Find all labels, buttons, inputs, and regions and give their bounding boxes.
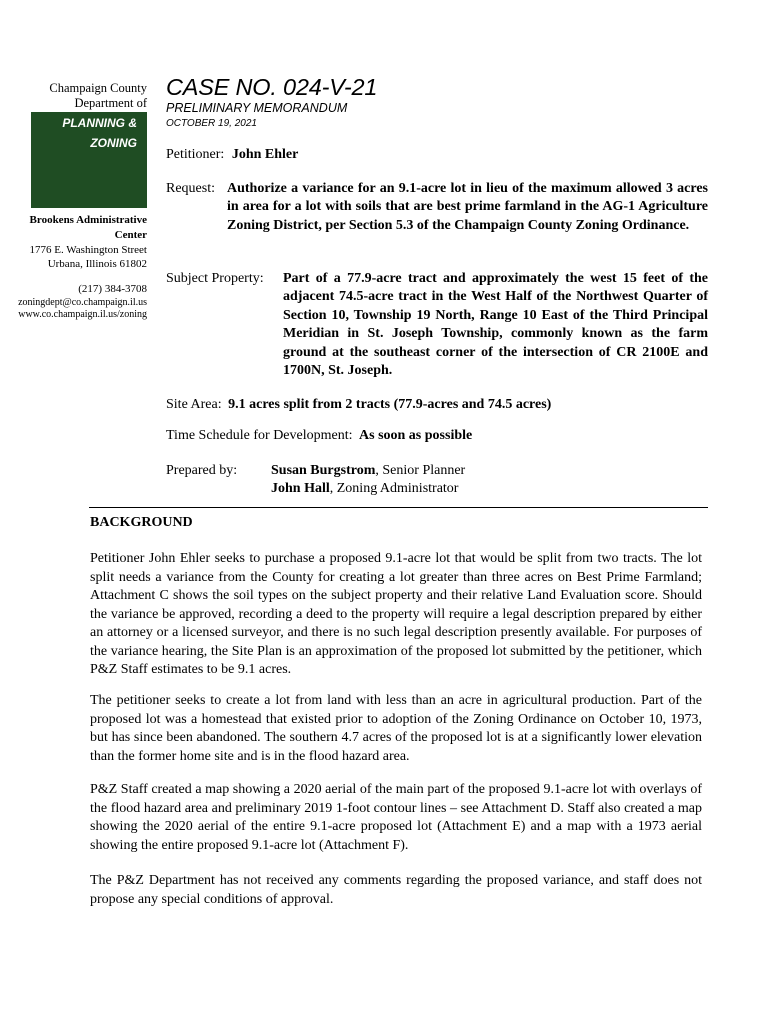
department-name-line1: Champaign County	[49, 81, 147, 95]
preparer-2	[271, 480, 458, 498]
preparer-2-name: John Hall	[271, 481, 330, 496]
department-name-line2: Department of	[74, 96, 147, 110]
time-schedule-row	[166, 427, 472, 445]
memo-type: PRELIMINARY MEMORANDUM	[166, 101, 348, 115]
time-schedule-label: Time Schedule for Development:	[166, 428, 353, 443]
background-heading: BACKGROUND	[90, 515, 193, 530]
background-paragraph-2: The petitioner seeks to create a lot from land with less than an acre in agricultural production. Part of the proposed lot was a homestead that existed prior to adoption of the Zoning Ordinance on October 10, 1973, but has since been abandoned. The southern 4.7 acres of the proposed lot is at a significantly lower elevation than the former home site and is in the flood hazard area.	[90, 693, 702, 764]
planning-zoning-logo	[31, 112, 147, 208]
address-line1: Brookens Administrative	[29, 214, 147, 226]
background-paragraph-4: The P&Z Department has not received any comments regarding the proposed variance, and staff does not propose any special conditions of approval.	[90, 873, 702, 907]
email-address[interactable]: zoningdept@co.champaign.il.us	[18, 297, 147, 308]
preparer-1	[271, 462, 465, 480]
memo-date: OCTOBER 19, 2021	[166, 118, 257, 129]
prepared-by-label: Prepared by:	[166, 463, 238, 478]
request-label: Request:	[166, 181, 215, 196]
phone-number: (217) 384-3708	[78, 283, 147, 295]
preparer-1-name: Susan Burgstrom	[271, 463, 376, 478]
petitioner-value: John Ehler	[231, 147, 299, 162]
background-paragraph-3: P&Z Staff created a map showing a 2020 aerial of the main part of the proposed 9.1-acre lot with overlays of the flood hazard area and preliminary 2019 1-foot contour lines – see Attachment D. Staff also created a map showing the 2020 aerial of the entire 9.1-acre proposed lot (Attachment E) and a map with a 1973 aerial showing the entire proposed 9.1-acre lot (Attachment F).	[90, 782, 702, 853]
case-number-title: CASE NO. 024-V-21	[166, 74, 378, 100]
logo-text-line1: PLANNING &	[62, 116, 137, 130]
address-line4: Urbana, Illinois 61802	[47, 258, 147, 270]
address-line2: Center	[114, 229, 147, 241]
site-area-label: Site Area:	[166, 397, 222, 412]
request-value: Authorize a variance for an 9.1-acre lot in lieu of the maximum allowed 3 acres in area for a lot with soils that are best prime farmland in the AG-1 Agriculture Zoning District, per Section 5.3 of the Champaign County Zoning Ordinance.	[227, 181, 708, 233]
preparer-1-title: , Senior Planner	[375, 463, 466, 478]
logo-text-line2: ZONING	[90, 136, 137, 150]
site-area-row	[166, 396, 551, 414]
website-link[interactable]: www.co.champaign.il.us/zoning	[18, 309, 147, 320]
petitioner-label: Petitioner:	[166, 147, 225, 162]
petitioner-row	[166, 146, 298, 164]
subject-property-label: Subject Property:	[166, 271, 264, 286]
preparer-2-title: , Zoning Administrator	[329, 481, 459, 496]
background-paragraph-1: Petitioner John Ehler seeks to purchase a proposed 9.1-acre lot that would be split from two tracts. The lot split needs a variance from the County for creating a lot greater than three acres on Best Prime Farmland; Attachment C shows the soil types on the subject property and their relative Land Evaluation score. Should the variance be approved, recording a deed to the property will require a legal description prepared by either an attorney or a licensed surveyor, and there is no such legal description presently available. For purposes of the variance hearing, the Site Plan is an approximation of the proposed lot submitted by the petitioner, which P&Z Staff estimates to be 9.1 acres.	[90, 551, 702, 677]
address-line3: 1776 E. Washington Street	[29, 244, 147, 256]
section-divider	[89, 507, 708, 508]
subject-property-value: Part of a 77.9-acre tract and approximately the west 15 feet of the adjacent 74.5-acre tract in the West Half of the Northwest Quarter of Section 10, Township 19 North, Range 10 East of the Third Principal Meridian in St. Joseph Township, commonly known as the farm ground at the southeast corner of the intersection of CR 2100E and 1700N, St. Joseph.	[283, 271, 708, 379]
site-area-value: 9.1 acres split from 2 tracts (77.9-acres and 74.5 acres)	[228, 397, 552, 412]
time-schedule-value: As soon as possible	[359, 428, 473, 443]
